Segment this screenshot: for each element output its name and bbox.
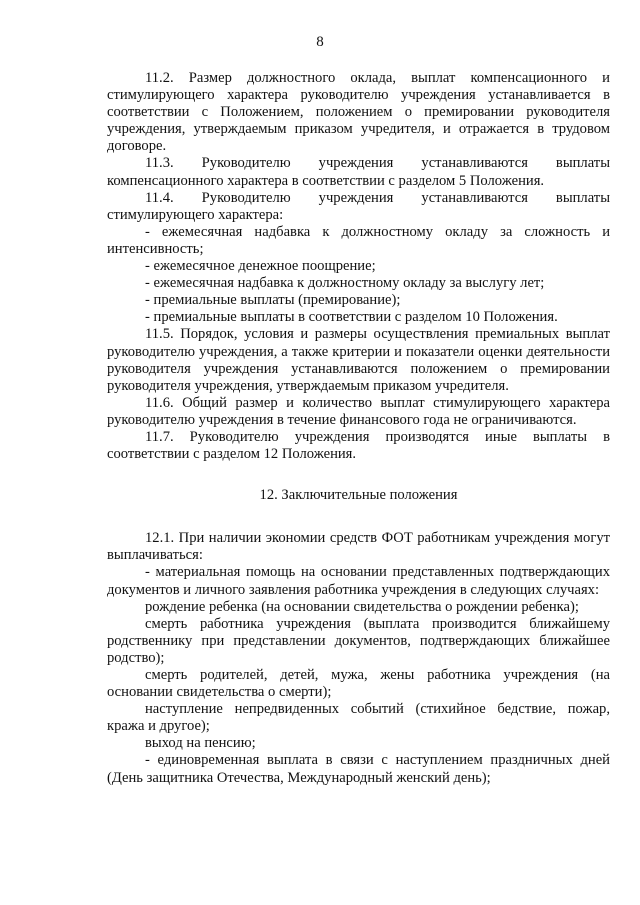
document-body (107, 70, 610, 787)
paragraph-11-2: 11.2. Размер должностного оклада, выплат компенсационного и стимулирующего характера руководителю учреждения устанавливается в соответствии с Положением, положением о премировании руководителя учреждения, утверждаемым приказом учредителя, и отражается в трудовом договоре. (107, 70, 610, 155)
paragraph-12-1: 12.1. При наличии экономии средств ФОТ работникам учреждения могут выплачиваться: (107, 530, 610, 564)
list-item: - премиальные выплаты (премирование); (145, 292, 401, 309)
list-item: смерть родителей, детей, мужа, жены работника учреждения (на основании свидетельства о смерти); (107, 667, 610, 701)
section-heading: 12. Заключительные положения (259, 487, 458, 504)
list-item: - ежемесячное денежное поощрение; (145, 258, 376, 275)
page-number: 8 (316, 34, 324, 50)
list-item: - материальная помощь на основании представленных подтверждающих документов и личного заявления работника учреждения в следующих случаях: (107, 564, 610, 598)
list-item: - премиальные выплаты в соответствии с разделом 10 Положения. (145, 309, 558, 326)
paragraph-11-6: 11.6. Общий размер и количество выплат стимулирующего характера руководителю учреждения в течение финансового года не ограничиваются. (107, 394, 610, 428)
list-item: выход на пенсию; (145, 735, 256, 752)
paragraph-11-4: 11.4. Руководителю учреждения устанавливаются выплаты стимулирующего характера: (107, 189, 610, 223)
list-item: рождение ребенка (на основании свидетельства о рождении ребенка); (145, 598, 579, 615)
paragraph-11-7: 11.7. Руководителю учреждения производятся иные выплаты в соответствии с разделом 12 Положения. (107, 428, 610, 463)
list-item: - ежемесячная надбавка к должностному окладу за выслугу лет; (145, 275, 545, 292)
paragraph-11-3: 11.3. Руководителю учреждения устанавливаются выплаты компенсационного характера в соответствии с разделом 5 Положения. (107, 155, 610, 189)
list-item: - единовременная выплата в связи с наступлением праздничных дней (День защитника Отечества, Международный женский день); (107, 752, 610, 786)
list-item: наступление непредвиденных событий (стихийное бедствие, пожар, кража и другое); (107, 701, 610, 735)
paragraph-11-5: 11.5. Порядок, условия и размеры осуществления премиальных выплат руководителю учреждения, а также критерии и показатели оценки деятельности руководителя учреждения устанавливаются положением о премировании руководителя учреждения, утверждаемым приказом учредителя. (107, 326, 610, 394)
list-item: смерть работника учреждения (выплата производится ближайшему родственнику при представлении документов, подтверждающих ближайшее родство); (107, 615, 610, 666)
list-item: - ежемесячная надбавка к должностному окладу за сложность и интенсивность; (107, 223, 610, 257)
